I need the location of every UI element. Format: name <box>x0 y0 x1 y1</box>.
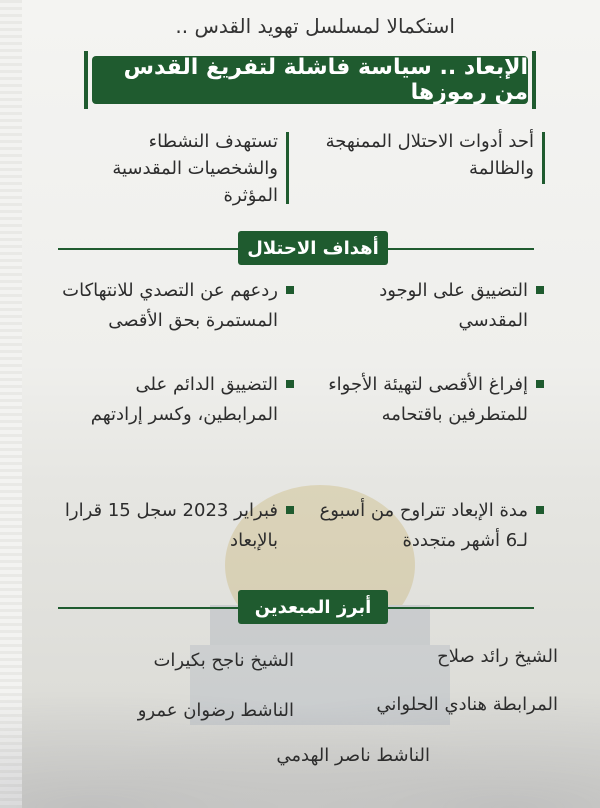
subtitle: استكمالا لمسلسل تهويد القدس .. <box>175 14 455 38</box>
goal-item: ردعهم عن التصدي للانتهاكات المستمرة بحق الأقصى <box>54 276 294 336</box>
goals-heading: أهداف الاحتلال <box>238 231 388 265</box>
deported-name: الشيخ رائد صلاح <box>437 646 558 667</box>
intro-right-rule <box>542 132 545 184</box>
bullet-icon <box>536 286 544 294</box>
bullet-icon <box>286 506 294 514</box>
intro-left-rule <box>286 132 289 204</box>
deported-name: المرابطة هنادي الحلواني <box>376 694 558 715</box>
title-banner <box>92 56 528 104</box>
deported-name: الشيخ ناجح بكيرات <box>153 650 294 671</box>
goal-item: مدة الإبعاد تتراوح من أسبوع لـ6 أشهر متجددة <box>312 496 544 556</box>
deported-name: الناشط ناصر الهدمي <box>276 745 430 766</box>
bullet-icon <box>536 506 544 514</box>
intro-right-text: أحد أدوات الاحتلال الممنهجة والظالمة <box>325 131 534 179</box>
bullet-icon <box>286 286 294 294</box>
deported-heading: أبرز المبعدين <box>238 590 388 624</box>
goal-item: إفراغ الأقصى لتهيئة الأجواء للمتطرفين باقتحامه <box>312 370 544 430</box>
deported-name: الناشط رضوان عمرو <box>137 700 294 721</box>
goal-item: التضييق على الوجود المقدسي <box>312 276 544 336</box>
bullet-icon <box>536 380 544 388</box>
background-trees <box>0 668 600 808</box>
intro-left-text: تستهدف النشطاء والشخصيات المقدسية المؤثرة <box>112 131 278 206</box>
bullet-icon <box>286 380 294 388</box>
page-title: الإبعاد .. سياسة فاشلة لتفريغ القدس من رموزها <box>123 55 528 105</box>
goal-item: التضييق الدائم على المرابطين، وكسر إرادتهم <box>54 370 294 430</box>
goal-item: فبراير 2023 سجل 15 قرارا بالإبعاد <box>54 496 294 556</box>
